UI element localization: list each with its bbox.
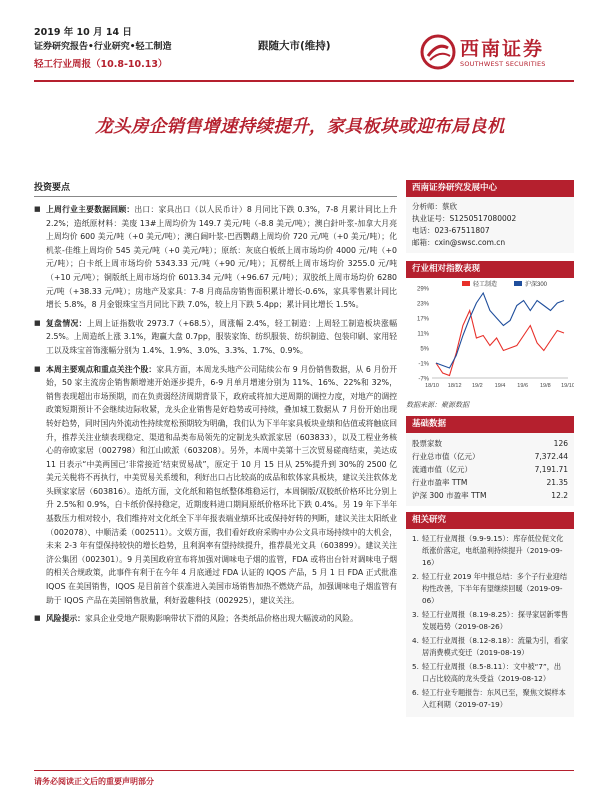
- table-row: [412, 489, 568, 502]
- row-value: 7,191.71: [534, 465, 568, 474]
- related-title: 相关研究: [406, 512, 574, 529]
- list-item[interactable]: [412, 571, 568, 607]
- analyst-license: 执业证号：S1250517080002: [412, 214, 517, 223]
- logo-text-en: SOUTHWEST SECURITIES: [460, 60, 546, 68]
- related-link[interactable]: 轻工行业周报（8.5-8.11）：文中被“7”，出口占比较高的龙头受益（2019-08-12）: [422, 662, 562, 683]
- list-item[interactable]: [412, 661, 568, 685]
- list-item[interactable]: [412, 635, 568, 659]
- legend-label: 沪深300: [525, 282, 548, 288]
- row-value: 12.2: [551, 491, 568, 500]
- analyst-box: [406, 180, 574, 253]
- point-lead: 复盘情况：: [46, 318, 87, 328]
- point-text: 家具企业受地产限购影响带状下滑的风险；各类纸品价格出现大幅波动的风险。: [84, 614, 358, 624]
- table-row: [412, 437, 568, 450]
- summary-point-data: [34, 203, 397, 312]
- x-tick-label: 19/6: [517, 383, 529, 389]
- analyst-box-body: [406, 197, 574, 253]
- perf-chart-box: [406, 261, 574, 410]
- page-title: 龙头房企销售增速持续提升，家具板块或迎布局良机: [95, 117, 505, 137]
- y-tick-label: -7%: [418, 376, 429, 383]
- y-tick-label: 5%: [420, 346, 429, 353]
- analyst-email: 邮箱：cxin@swsc.com.cn: [412, 238, 506, 247]
- rating-label: 跟随大市(维持): [258, 40, 331, 52]
- analyst-box-title: 西南证券研究发展中心: [406, 180, 574, 197]
- perf-chart-svg: [406, 278, 574, 398]
- summary-point-market: [34, 317, 397, 358]
- list-item[interactable]: [412, 609, 568, 633]
- x-tick-label: 18/12: [447, 383, 462, 389]
- item-number: 6.: [412, 688, 419, 697]
- footer-divider: [34, 770, 574, 771]
- point-text: 上周上证指数收 2973.7（+68.5），周涨幅 2.4%，轻工制造：上周轻工制造板块涨幅 2.5%。上周造纸上涨 3.1%，跑赢大盘 0.7pp，服装家饰、纺织服装、纺织制造、包装印刷、家用轻工以及珠宝首饰涨幅分别为 1.4%、1.9%、3.0%、3.3%、1.7%、0.9%。: [46, 318, 397, 355]
- header-divider: [34, 80, 574, 82]
- related-link[interactable]: 轻工行业 2019 年中报总结：多个子行业迎结构性改善，下半年有望继续回暖（2019-09-06）: [422, 572, 568, 605]
- basic-data-table: [412, 437, 568, 502]
- chart-source: 数据来源：聚源数据: [406, 401, 469, 409]
- report-series: 轻工行业周报（10.8-10.13）: [34, 59, 168, 70]
- logo-emblem-icon: [420, 34, 456, 70]
- x-tick-label: 19/10: [561, 383, 574, 389]
- item-number: 3.: [412, 610, 419, 619]
- point-lead: 风险提示：: [46, 614, 85, 624]
- basic-data-title: 基础数据: [406, 416, 574, 433]
- basic-data-box: [406, 416, 574, 506]
- x-tick-label: 19/2: [471, 383, 483, 389]
- analyst-name: 分析师：蔡欣: [412, 202, 457, 211]
- report-date: 2019 年 10 月 14 日: [34, 27, 132, 38]
- perf-chart-title: 行业相对指数表现: [406, 261, 574, 278]
- item-number: 1.: [412, 534, 419, 543]
- point-lead: 上周行业主要数据回顾：: [46, 205, 135, 214]
- series-line: [436, 311, 564, 376]
- y-tick-label: 11%: [417, 331, 429, 338]
- row-value: 7,372.44: [534, 452, 568, 461]
- summary-heading: 投资要点: [34, 180, 397, 197]
- analyst-phone: 电话：023-67511807: [412, 226, 490, 235]
- list-item[interactable]: [412, 533, 568, 569]
- row-label: 行业总市值（亿元）: [412, 452, 480, 461]
- series-line: [436, 293, 564, 368]
- investment-summary: [34, 180, 397, 631]
- x-tick-label: 19/8: [539, 383, 551, 389]
- summary-point-views: [34, 363, 397, 608]
- related-link[interactable]: 轻工行业周报（9.9-9.15）：库存低位促文化纸涨价落定，电纸盈利持续提升（2019-09-16）: [422, 534, 564, 567]
- y-tick-label: 23%: [416, 301, 429, 308]
- x-tick-label: 18/10: [425, 383, 439, 389]
- perf-chart: [406, 278, 574, 398]
- list-item[interactable]: [412, 687, 568, 711]
- row-value: 21.35: [546, 478, 568, 487]
- row-value: 126: [553, 439, 568, 448]
- report-category: 证券研究报告•行业研究•轻工制造: [34, 42, 172, 52]
- logo-text-cn: 西南证券: [460, 38, 545, 60]
- point-text: 出口：家具出口（以人民币计）8 月同比下跌 0.3%，7-8 月累计同比上升 2.2%；造纸原材料：美废 13#上周均价为 149.7 美元/吨（-8.8 美元/吨）；澳白針叶浆-加拿大月亮上周均价 600 美元/吨（+0 美元/吨）；澳白阔叶浆-巴西鹦鹉上周均价 720 元/吨（+0 美元/吨）；化机浆-佳维上周均价 545 美元/吨（+0 美元/吨）；原纸：灰底白板纸上周市场均价 4000 元/吨（+0 元/吨）；白卡纸上周市场均价 5343.33 元/吨（+90 元/吨）；瓦楞纸上周市场均价 3255.0 元/吨（+10 元/吨）；铜版纸上周市场均价 6013.34 元/吨（+96.67 元/吨）；双胶纸上周市场均价 6280 元/吨（+38.33 元/吨）；房地产及家具：7-8 月商品房销售面积累计增长-0.6%，家具零售累计同比增长 5.8%，8 月金银珠宝当月同比下跌 7.0%，较上月下跌 5.4pp；累计同比增长 1.5%。: [46, 205, 397, 310]
- item-number: 5.: [412, 662, 419, 671]
- table-row: [412, 450, 568, 463]
- table-row: [412, 476, 568, 489]
- report-header: [34, 26, 224, 73]
- related-link[interactable]: 轻工行业周报（8.12-8.18）：流量为引，看家居消费模式变迁（2019-08-19）: [422, 636, 569, 657]
- item-number: 4.: [412, 636, 419, 645]
- row-label: 沪深 300 市盈率 TTM: [412, 491, 487, 500]
- footer-disclaimer: 请务必阅读正文后的重要声明部分: [34, 777, 154, 786]
- related-link[interactable]: 轻工行业专题报告：东风已至，聚焦文娱样本入红利期（2019-07-19）: [422, 688, 566, 709]
- summary-point-risk: [34, 612, 397, 626]
- row-label: 股票家数: [412, 439, 442, 448]
- related-list: [406, 529, 574, 717]
- related-research-box: [406, 512, 574, 717]
- legend-swatch: [462, 281, 470, 286]
- related-link[interactable]: 轻工行业周报（8.19-8.25）：探寻家居新零售发展趋势（2019-08-26）: [422, 610, 569, 631]
- sidebar: [406, 180, 574, 717]
- y-tick-label: -1%: [418, 361, 429, 368]
- point-lead: 本周主要观点和重点关注个股：: [46, 364, 157, 374]
- legend-swatch: [514, 281, 522, 286]
- item-number: 2.: [412, 572, 419, 581]
- point-text: 家具方面，本周龙头地产公司陆续公布 9 月份销售数据，从 6 月份开始，50 家主流房企销售额增速开始逐步提升，6-9 月单月增速分别为 11%、16%、22%和 32%，销售表现超出市场预期，而在负责弱经济周期背景下，政府或将加大逆周期的调控力度，对地产的调控政策短期预计不会继续边际收紧，龙头企业销售是好趋势或可持续，叠加城工数据从 7 月份开始出现转好趋势，同时国内外流动性持续宽松预期较为明确，我们认为下半年家具板块业绩和估值或将触底回升，推荐关注业绩表现稳定、渠道和品类布局领先的定制龙头欧派家居（603833），以及工程业务核心的帝欧家居（002798）和江山欧派（603208）。另外，本周中美第十三次贸易磋商结束，美达成 11 日表示“中美两国已‘非常接近’结束贸易战”，原定于 10 月 15 日从 25%提升到 30%的 2500 亿美元关税将不再执行，中美贸易关系缓和，利好出口占比较高的成品和软体家具板块，建议关注软体龙头顾家家居（603816）。造纸方面，文化纸和箱包纸整体维稳运行，本周铜版/双胶纸价格环比分别上升 2.5%和 0.9%，白卡纸价保持稳定，近期废料进口期间原纸价格环比下跌 0.4%。另 19 年下半年基数压力相对较小，我们维持对文化纸全下半年报表端业绩环比或保持好转的判断，建议关注太阳纸业（002078）、中顺洁柔（002511）。文娱方面，我们看好政府采购中办公文具市场持续中的大机会，未来 2-3 年有望保持较快的增长趋势，且利润率有望持续提升，推荐晨光文具（603899）。建议关注济公集团（002301）。9 月美国政府宣布将加强对调味电子烟的监管，FDA 或将出台针对调味电子烟的相关合规政策，此事件有利于在今年 4 月底通过 FDA 认证的 IQOS 产品，5 月 1 日 FDA 正式批准 IQOS 在美国销售，IQOS 是目前首个获准进入美国市场销售加热不燃烧产品，加强调味电子烟监管有助于 IQOS 产品在美国销售放量，利好盈趣科技（002925），建议关注。: [46, 364, 397, 605]
- basic-data-body: [406, 433, 574, 506]
- y-tick-label: 17%: [416, 316, 429, 323]
- row-label: 流通市值（亿元）: [412, 465, 472, 474]
- table-row: [412, 463, 568, 476]
- x-tick-label: 19/4: [494, 383, 506, 389]
- y-tick-label: 29%: [416, 286, 429, 293]
- legend-label: 轻工制造: [473, 282, 498, 288]
- row-label: 行业市盈率 TTM: [412, 478, 468, 487]
- brand-logo: [420, 28, 570, 78]
